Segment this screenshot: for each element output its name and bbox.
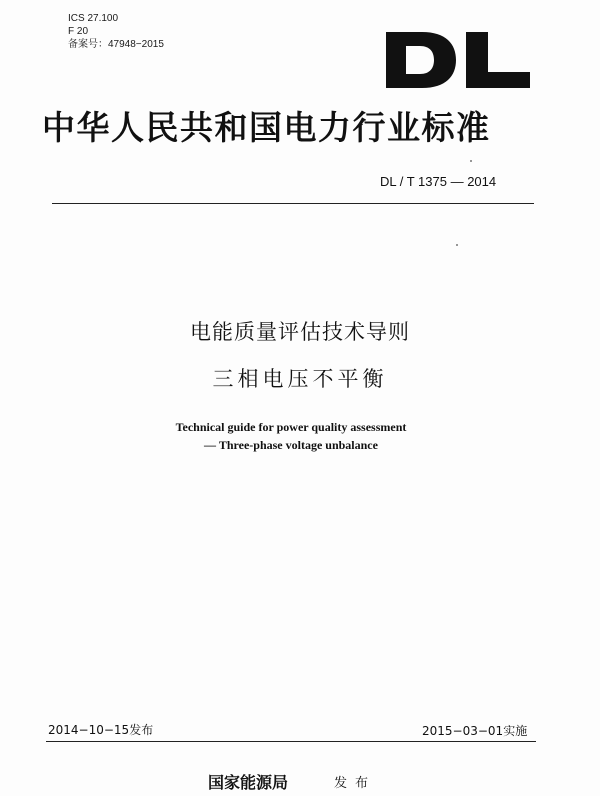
ics-code: ICS 27.100 bbox=[68, 13, 119, 24]
issue-date: 2014−10−15发布 bbox=[48, 723, 154, 737]
category-code: F 20 bbox=[68, 26, 89, 37]
implementation-date: 2015−03−01实施 bbox=[422, 724, 528, 738]
standard-number: DL / T 1375 — 2014 bbox=[380, 174, 497, 189]
dl-logo-mark bbox=[384, 30, 534, 90]
publish-label: 发布 bbox=[334, 776, 377, 791]
title-english-main: Technical guide for power quality assessment bbox=[175, 420, 407, 434]
footer-divider bbox=[46, 741, 536, 742]
header-divider bbox=[52, 203, 534, 204]
title-english-sub: — Three-phase voltage unbalance bbox=[204, 438, 378, 452]
industry-standard-title: 中华人民共和国电力行业标准 bbox=[42, 108, 491, 147]
title-chinese-sub: 三相电压不平衡 bbox=[212, 367, 388, 391]
title-chinese-main: 电能质量评估技术导则 bbox=[190, 320, 410, 344]
dl-logo bbox=[384, 30, 534, 90]
classification-block bbox=[68, 12, 164, 51]
scan-speck bbox=[470, 160, 472, 162]
scan-speck bbox=[456, 244, 458, 246]
publisher-name: 国家能源局 bbox=[208, 773, 289, 792]
record-number: 备案号：47948−2015 bbox=[68, 39, 164, 50]
